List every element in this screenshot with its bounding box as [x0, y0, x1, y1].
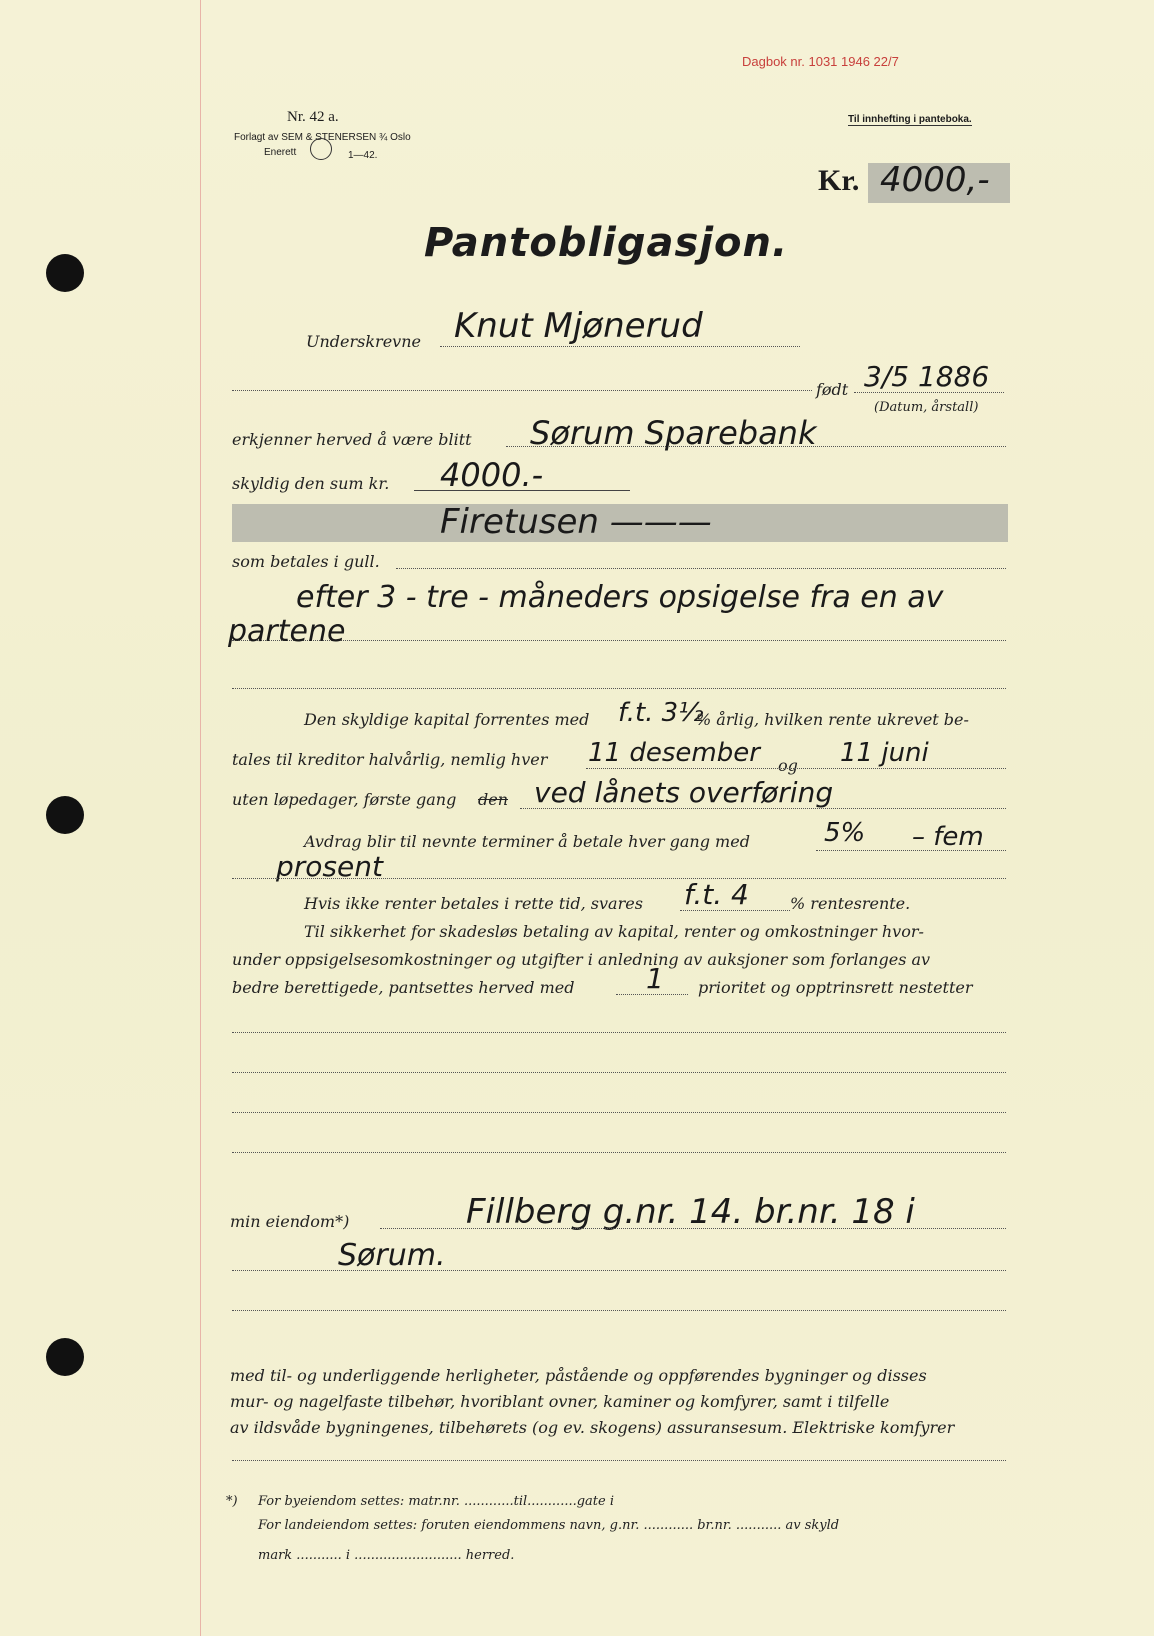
property-value-1: Fillberg g.nr. 14. br.nr. 18 i [466, 1192, 915, 1232]
datum-label: (Datum, årstall) [874, 400, 979, 415]
interest-line-1b: % årlig, hvilken rente ukrevet be- [696, 710, 969, 729]
skyldig-label: skyldig den sum kr. [232, 474, 390, 493]
sikkerhet-line-1: Til sikkerhet for skadesløs betaling av kapital, renter og omkostninger hvor- [304, 922, 924, 941]
sikkerhet-line-3b: prioritet og opptrinsrett nestetter [698, 978, 973, 997]
property-rule-1 [380, 1228, 1006, 1229]
avdrag-line-2: prosent [276, 850, 383, 883]
name-line-2 [232, 390, 812, 391]
punch-hole [46, 1338, 84, 1376]
interest-line-3-rule [520, 808, 1006, 809]
renter-suffix: % rentesrente. [790, 894, 911, 913]
fodt-value: 3/5 1886 [864, 360, 990, 393]
interest-date-1: 11 desember [588, 738, 760, 768]
registration-stamp: Dagbok nr. 1031 1946 22/7 [742, 54, 899, 69]
punch-hole [46, 254, 84, 292]
underskrevne-line [440, 346, 800, 347]
property-rule-2 [232, 1270, 1006, 1271]
footnote-line-1: For byeiendom settes: matr.nr. ............til............gate i [258, 1494, 615, 1509]
avdrag-rule-2 [232, 878, 1006, 879]
inset-note: Til innhefting i panteboka. [848, 114, 972, 125]
fodt-label: født [816, 380, 849, 399]
first-payment-value: ved lånets overføring [534, 776, 834, 809]
print-code: 1—42. [348, 150, 378, 161]
closing-line-2: mur- og nagelfaste tilbehør, hvoriblant ovner, kaminer og komfyrer, samt i tilfelle [230, 1392, 890, 1411]
avdrag-value: 5% [824, 818, 866, 848]
closing-line-1: med til- og underliggende herligheter, påstående og oppførendes bygninger og disses [230, 1366, 927, 1385]
sikkerhet-line-2: under oppsigelsesomkostninger og utgifter i anledning av auksjoner som forlanges av [232, 950, 931, 969]
property-label: min eiendom*) [230, 1212, 350, 1231]
terms-line-2: partene [228, 614, 346, 649]
closing-line-3: av ildsvåde bygningenes, tilbehørets (og ev. skogens) assuransesum. Elektriske komfyrer [230, 1418, 955, 1437]
underskrevne-label: Underskrevne [306, 332, 421, 351]
renter-label: Hvis ikke renter betales i rette tid, svares [304, 894, 643, 913]
avdrag-label: Avdrag blir til nevnte terminer å betale hver gang med [304, 832, 750, 851]
interest-date-2: 11 juni [840, 738, 929, 768]
footnote-line-3: mark ........... i .......................... herred. [258, 1548, 515, 1563]
gull-line [396, 568, 1006, 569]
blank-rule [232, 1152, 1006, 1153]
sikkerhet-line-3a: bedre berettigede, pantsettes herved med [232, 978, 575, 997]
terms-rule-1 [232, 640, 1006, 641]
gull-label: som betales i gull. [232, 552, 380, 571]
publisher-line: Forlagt av SEM & STENERSEN ¾ Oslo [234, 132, 411, 143]
renter-value: f.t. 4 [684, 878, 749, 911]
terms-rule-2 [232, 688, 1006, 689]
margin-line [200, 0, 201, 1636]
interest-og: og [778, 756, 798, 775]
interest-line-2a: tales til kreditor halvårlig, nemlig hver [232, 750, 548, 769]
interest-rate-value: f.t. 3½ [618, 698, 704, 728]
interest-line-1a: Den skyldige kapital forrentes med [304, 710, 590, 729]
avdrag-value-words: – fem [912, 822, 984, 852]
terms-line-1: efter 3 - tre - måneders opsigelse fra en av [296, 580, 944, 615]
erkjenner-label: erkjenner herved å være blitt [232, 430, 472, 449]
interest-line-2-rule [586, 768, 1006, 769]
renter-rule [680, 910, 790, 911]
publisher-seal [310, 138, 332, 160]
amount-words-value: Firetusen ——— [440, 502, 712, 542]
rights-line: Enerett [264, 147, 297, 158]
erkjenner-value: Sørum Sparebank [530, 414, 817, 452]
interest-line-3a: uten løpedager, første gang [232, 790, 457, 809]
form-number: Nr. 42 a. [287, 109, 339, 125]
punch-hole [46, 796, 84, 834]
avdrag-rule [816, 850, 1006, 851]
blank-rule [232, 1112, 1006, 1113]
prioritet-value: 1 [646, 962, 664, 995]
interest-line-3-struck: den [478, 790, 509, 809]
closing-rule [232, 1460, 1006, 1461]
footnote-star: *) [226, 1494, 238, 1509]
blank-rule [232, 1032, 1006, 1033]
blank-rule [232, 1072, 1006, 1073]
property-rule-3 [232, 1310, 1006, 1311]
underskrevne-value: Knut Mjønerud [454, 306, 703, 346]
document-title: Pantobligasjon. [424, 220, 789, 266]
amount-value: 4000,- [880, 160, 990, 200]
property-value-2: Sørum. [338, 1238, 446, 1273]
footnote-line-2: For landeiendom settes: foruten eiendommens navn, g.nr. ............ br.nr. ........... av skyld [258, 1518, 840, 1533]
amount-label: Kr. [818, 164, 860, 197]
skyldig-value: 4000.- [440, 456, 544, 494]
prioritet-rule [616, 994, 688, 995]
